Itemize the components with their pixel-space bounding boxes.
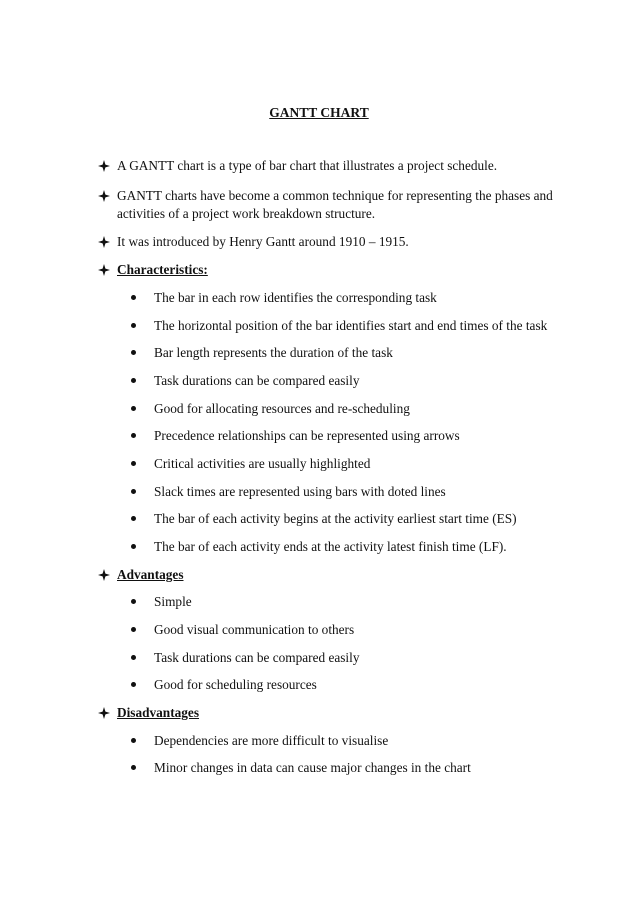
bullet-dot-icon (131, 765, 136, 770)
characteristics-heading: Characteristics: (117, 262, 208, 277)
bullet-dot-icon (131, 627, 136, 632)
disadvantages-item: Dependencies are more difficult to visualise (154, 733, 389, 748)
bullet-dot-icon (131, 599, 136, 604)
page-title: GANTT CHART (269, 105, 369, 120)
bullet-dot-icon (131, 433, 136, 438)
intro-bullet-2-line-1: GANTT charts have become a common technique for representing the phases and (117, 188, 553, 203)
diamond-bullet-icon (98, 233, 110, 251)
advantages-item: Task durations can be compared easily (154, 650, 360, 665)
bullet-dot-icon (131, 738, 136, 743)
characteristics-item: Slack times are represented using bars with doted lines (154, 484, 446, 499)
diamond-bullet-icon (98, 704, 110, 722)
bullet-dot-icon (131, 378, 136, 383)
diamond-bullet-icon (98, 187, 110, 205)
characteristics-item: Precedence relationships can be represented using arrows (154, 428, 460, 443)
advantages-heading: Advantages (117, 567, 184, 582)
intro-bullet-1: A GANTT chart is a type of bar chart that illustrates a project schedule. (117, 158, 498, 173)
characteristics-item: Bar length represents the duration of the task (154, 345, 393, 360)
diamond-bullet-icon (98, 566, 110, 584)
characteristics-item: Good for allocating resources and re-scheduling (154, 401, 410, 416)
bullet-dot-icon (131, 516, 136, 521)
characteristics-item: The horizontal position of the bar identifies start and end times of the task (154, 318, 548, 333)
disadvantages-heading: Disadvantages (117, 705, 200, 720)
diamond-bullet-icon (98, 261, 110, 279)
diamond-bullet-icon (98, 157, 110, 175)
advantages-item: Good for scheduling resources (154, 677, 317, 692)
bullet-dot-icon (131, 461, 136, 466)
bullet-dot-icon (131, 406, 136, 411)
intro-bullet-2-line-2: activities of a project work breakdown structure. (117, 206, 376, 221)
characteristics-item: The bar of each activity begins at the activity earliest start time (ES) (154, 511, 517, 526)
characteristics-item: Task durations can be compared easily (154, 373, 360, 388)
characteristics-item: The bar of each activity ends at the activity latest finish time (LF). (154, 539, 507, 554)
characteristics-item: Critical activities are usually highlighted (154, 456, 371, 471)
characteristics-item: The bar in each row identifies the corresponding task (154, 290, 437, 305)
advantages-item: Simple (154, 594, 192, 609)
bullet-dot-icon (131, 489, 136, 494)
advantages-item: Good visual communication to others (154, 622, 355, 637)
disadvantages-item: Minor changes in data can cause major changes in the chart (154, 760, 471, 775)
bullet-dot-icon (131, 350, 136, 355)
bullet-dot-icon (131, 682, 136, 687)
bullet-dot-icon (131, 655, 136, 660)
intro-bullet-3: It was introduced by Henry Gantt around 1910 – 1915. (117, 234, 409, 249)
bullet-dot-icon (131, 323, 136, 328)
bullet-dot-icon (131, 295, 136, 300)
bullet-dot-icon (131, 544, 136, 549)
